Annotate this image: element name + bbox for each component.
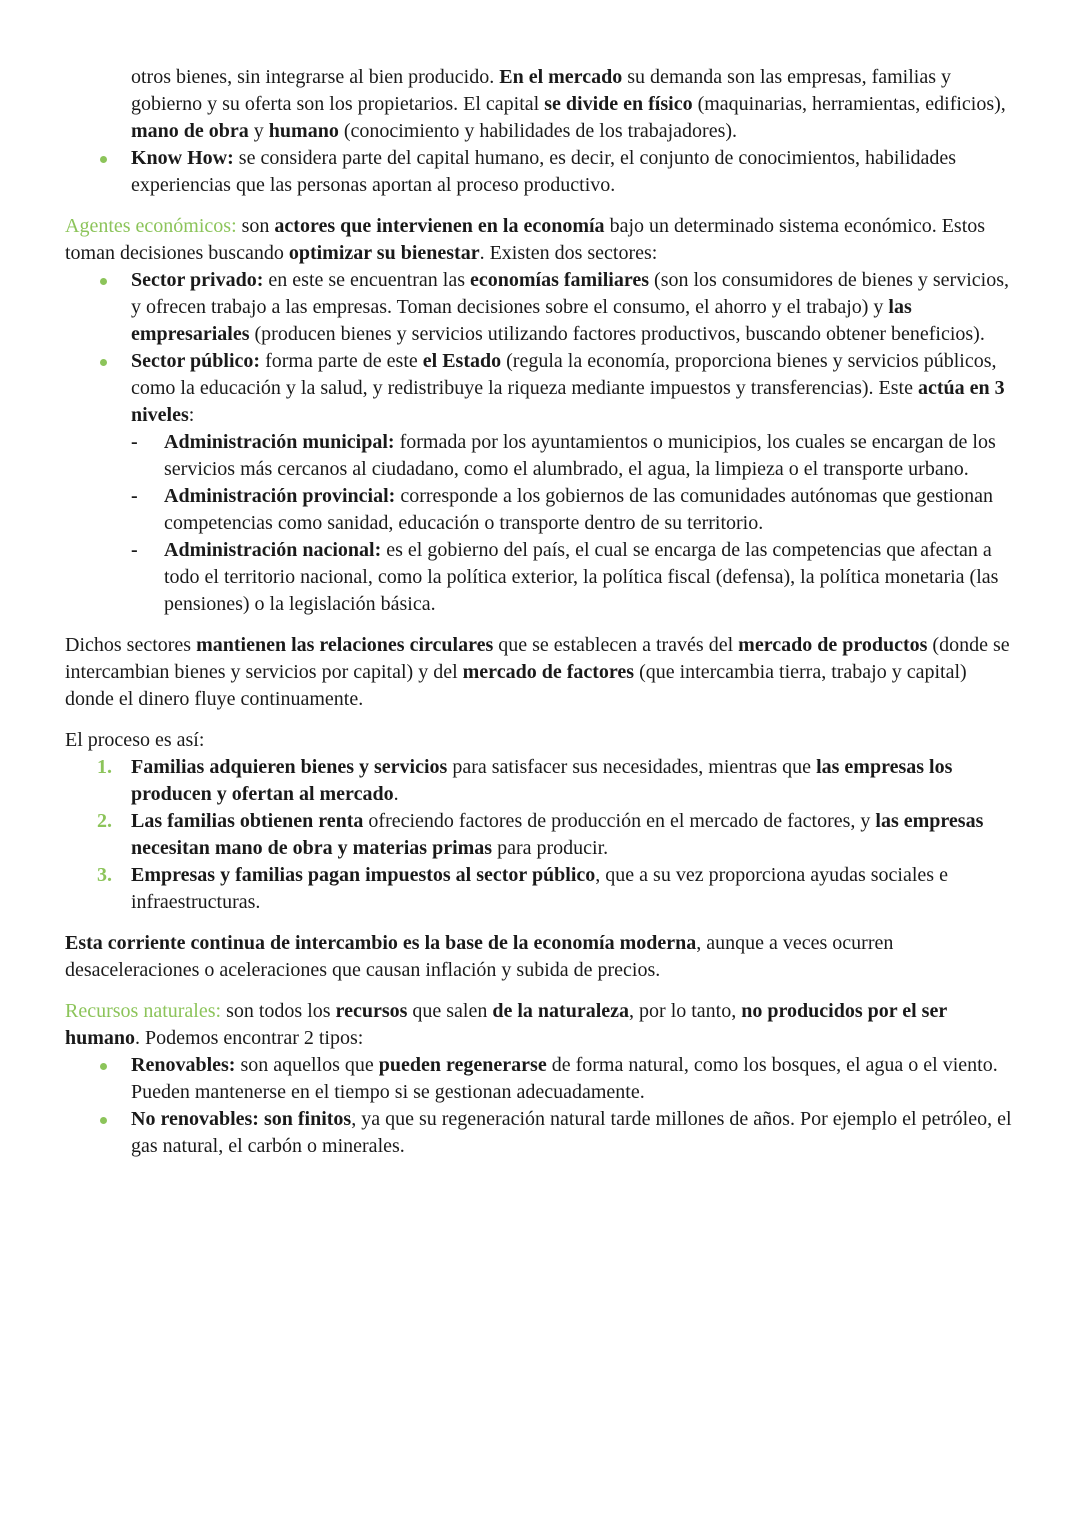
list-item-municipal: - Administración municipal: formada por los ayuntamientos o municipios, los cuales se encargan de los servicios más cercanos al ciudadano, como el alumbrado, el agua, la limpieza o el transporte urbano. <box>131 431 996 480</box>
bullet-icon <box>100 278 107 285</box>
list-item-sector-privado: Sector privado: en este se encuentran las economías familiares (son los consumidores de bienes y servicios, y ofrecen trabajo a las empresas. Toman decisiones sobre el consumo, el ahorro y el trabajo) y las empresariales (producen bienes y servicios utilizando factores productivos, buscando obtener beneficios). <box>65 267 1020 348</box>
step-number: 2. <box>97 810 112 832</box>
proceso-list <box>65 754 1020 916</box>
proceso-intro: El proceso es así: <box>65 729 205 751</box>
step-number: 1. <box>97 756 112 778</box>
dash-marker: - <box>131 431 138 453</box>
list-item-no-renovables: No renovables: son finitos, ya que su regeneración natural tarde millones de años. Por ejemplo el petróleo, el gas natural, el carbón o minerales. <box>65 1106 1020 1160</box>
bullet-icon <box>100 156 107 163</box>
list-item: otros bienes, sin integrarse al bien producido. En el mercado su demanda son las empresas, familias y gobierno y su oferta son los propietarios. El capital se divide en físico (maquinarias, herramientas, edificios), mano de obra y humano (conocimiento y habilidades de los trabajadores). <box>131 66 1006 142</box>
agentes-term: Agentes económicos: <box>65 215 237 237</box>
list-item-step-1: 1. Familias adquieren bienes y servicios para satisfacer sus necesidades, mientras que las empresas los producen y ofertan al mercado. <box>97 756 953 805</box>
bullet-icon <box>100 359 107 366</box>
list-item-nacional: - Administración nacional: es el gobierno del país, el cual se encarga de las competencias que afectan a todo el territorio nacional, como la política exterior, la política fiscal (defensa), la política monetaria (las pensiones) o la legislación básica. <box>131 539 999 615</box>
dash-marker: - <box>131 539 138 561</box>
recursos-term: Recursos naturales: <box>65 1000 222 1022</box>
recursos-list <box>65 1052 1020 1160</box>
corriente-paragraph: Esta corriente continua de intercambio es la base de la economía moderna, aunque a veces ocurren desaceleraciones o aceleraciones que causan inflación y subida de precios. <box>65 932 894 981</box>
agentes-paragraph: Agentes económicos: son actores que intervienen en la economía bajo un determinado sistema económico. Estos toman decisiones buscando optimizar su bienestar. Existen dos sectores: <box>65 215 986 264</box>
sectores-list <box>65 267 1020 618</box>
bullet-icon <box>100 1063 107 1070</box>
list-item-step-3: 3. Empresas y familias pagan impuestos al sector público, que a su vez proporciona ayudas sociales e infraestructuras. <box>97 864 948 913</box>
recursos-paragraph: Recursos naturales: son todos los recursos que salen de la naturaleza, por lo tanto, no producidos por el ser humano. Podemos encontrar 2 tipos: <box>65 1000 947 1049</box>
list-item-sector-publico: Sector público: forma parte de este el Estado (regula la economía, proporciona bienes y servicios públicos, como la educación y la salud, y redistribuye la riqueza mediante impuestos y transferencias). Este actúa en 3 niveles: - Administración municipal: formada por los ayuntamientos o municipios, los cuales se encargan de los servicios más cercanos al ciudadano, como el alumbrado, el agua, la limpieza o el transporte urbano. - Administración provincial: corresponde a los gobiernos de las comunidades autónomas que gestionan competencias como sanidad, educación o transporte dentro de su territorio. - Administración nacional: es el gobierno del país, el cual se encarga de las competencias que afectan a todo el territorio nacional, como la política exterior, la política fiscal (defensa), la política monetaria (las pensiones) o la legislación básica. <box>65 348 1020 618</box>
list-item-step-2: 2. Las familias obtienen renta ofreciendo factores de producción en el mercado de factores, y las empresas necesitan mano de obra y materias primas para producir. <box>97 810 984 859</box>
relaciones-paragraph: Dichos sectores mantienen las relaciones circulares que se establecen a través del mercado de productos (donde se intercambian bienes y servicios por capital) y del mercado de factores (que intercambia tierra, trabajo y capital) donde el dinero fluye continuamente. <box>65 634 1010 710</box>
dash-marker: - <box>131 485 138 507</box>
step-number: 3. <box>97 864 112 886</box>
niveles-list <box>131 429 1020 618</box>
list-item-provincial: - Administración provincial: corresponde a los gobiernos de las comunidades autónomas que gestionan competencias como sanidad, educación o transporte dentro de su territorio. <box>131 485 993 534</box>
intro-list <box>65 64 1020 199</box>
list-item-renovables: Renovables: son aquellos que pueden regenerarse de forma natural, como los bosques, el agua o el viento. Pueden mantenerse en el tiempo si se gestionan adecuadamente. <box>65 1052 1020 1106</box>
bullet-icon <box>100 1117 107 1124</box>
document-page <box>65 64 1020 1160</box>
list-item-know-how: Know How: se considera parte del capital humano, es decir, el conjunto de conocimientos, habilidades experiencias que las personas aportan al proceso productivo. <box>65 145 1020 199</box>
